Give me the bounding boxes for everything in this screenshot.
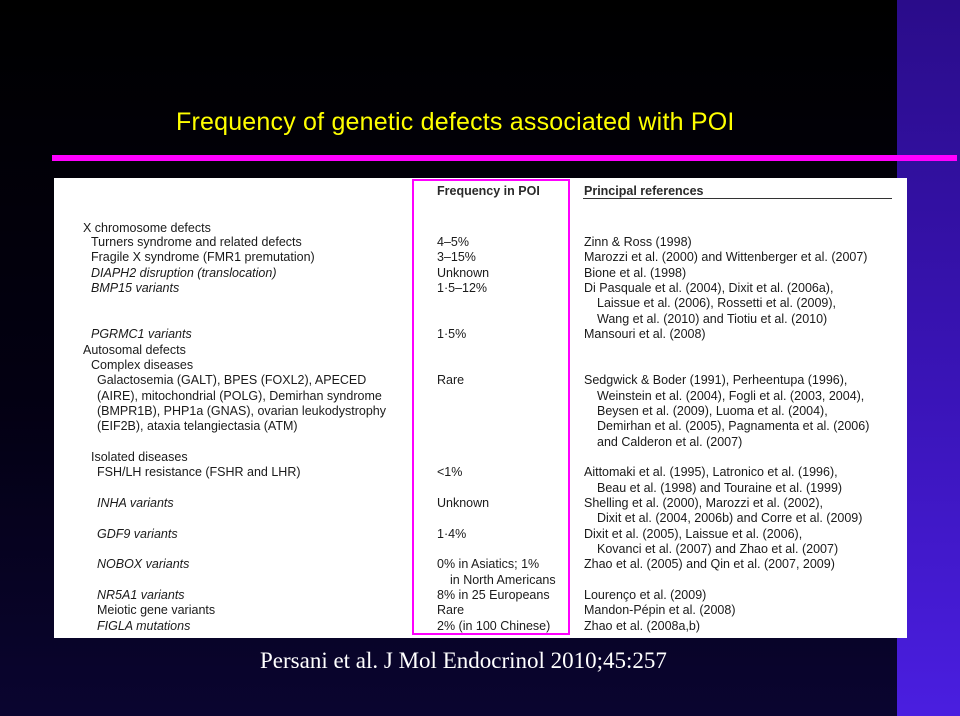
reference-text: Laissue et al. (2006), Rossetti et al. (2009), (597, 296, 837, 310)
reference-text: Sedgwick & Boder (1991), Perheentupa (1996), (584, 373, 848, 387)
condition-text: BMP15 variants (91, 281, 180, 295)
condition-text: (EIF2B), ataxia telangiectasia (ATM) (97, 419, 298, 433)
condition-text: (AIRE), mitochondrial (POLG), Demirhan syndrome (97, 389, 382, 403)
frequency-text: 8% in 25 Europeans (437, 588, 550, 602)
condition-text: FSH/LH resistance (FSHR and LHR) (97, 465, 301, 479)
frequency-text: 1·4% (437, 527, 467, 541)
frequency-text: 3–15% (437, 250, 476, 264)
frequency-text: in North Americans (450, 573, 556, 587)
reference-text: Wang et al. (2010) and Tiotiu et al. (2010) (597, 312, 828, 326)
reference-text: Weinstein et al. (2004), Fogli et al. (2003, 2004), (597, 389, 865, 403)
frequency-text: Unknown (437, 496, 490, 510)
header-rule (583, 198, 892, 199)
reference-text: Marozzi et al. (2000) and Wittenberger et al. (2007) (584, 250, 868, 264)
reference-text: Beysen et al. (2009), Luoma et al. (2004), (597, 404, 828, 418)
header-references: Principal references (584, 184, 704, 198)
frequency-text: 2% (in 100 Chinese) (437, 619, 551, 633)
condition-text: Galactosemia (GALT), BPES (FOXL2), APECED (97, 373, 367, 387)
reference-text: Di Pasquale et al. (2004), Dixit et al. (2006a), (584, 281, 834, 295)
reference-text: Beau et al. (1998) and Touraine et al. (1999) (597, 481, 843, 495)
reference-text: Mandon-Pépin et al. (2008) (584, 603, 736, 617)
frequency-text: Unknown (437, 266, 490, 280)
reference-text: Zhao et al. (2005) and Qin et al. (2007, 2009) (584, 557, 835, 571)
reference-text: Dixit et al. (2005), Laissue et al. (2006), (584, 527, 803, 541)
reference-text: Lourenço et al. (2009) (584, 588, 707, 602)
condition-text: DIAPH2 disruption (translocation) (91, 266, 277, 280)
reference-text: and Calderon et al. (2007) (597, 435, 743, 449)
reference-text: Bione et al. (1998) (584, 266, 687, 280)
condition-text: INHA variants (97, 496, 174, 510)
reference-text: Zhao et al. (2008a,b) (584, 619, 701, 633)
frequency-text: 1·5% (437, 327, 467, 341)
frequency-text: 4–5% (437, 235, 469, 249)
frequency-text: 1·5–12% (437, 281, 488, 295)
condition-text: NR5A1 variants (97, 588, 185, 602)
frequency-text: Rare (437, 373, 465, 387)
condition-text: PGRMC1 variants (91, 327, 192, 341)
condition-text: Meiotic gene variants (97, 603, 216, 617)
citation: Persani et al. J Mol Endocrinol 2010;45:257 (260, 648, 667, 673)
frequency-text: 0% in Asiatics; 1% (437, 557, 540, 571)
frequency-text: Rare (437, 603, 465, 617)
condition-text: X chromosome defects (83, 221, 211, 235)
frequency-text: <1% (437, 465, 463, 479)
reference-text: Shelling et al. (2000), Marozzi et al. (2002), (584, 496, 824, 510)
condition-text: Isolated diseases (91, 450, 188, 464)
condition-text: Turners syndrome and related defects (91, 235, 302, 249)
condition-text: (BMPR1B), PHP1a (GNAS), ovarian leukodystrophy (97, 404, 386, 418)
condition-text: NOBOX variants (97, 557, 190, 571)
title-underline (52, 155, 957, 161)
reference-text: Mansouri et al. (2008) (584, 327, 706, 341)
reference-text: Kovanci et al. (2007) and Zhao et al. (2007) (597, 542, 839, 556)
frequency-highlight-box (412, 179, 570, 635)
condition-text: Complex diseases (91, 358, 194, 372)
condition-text: Fragile X syndrome (FMR1 premutation) (91, 250, 315, 264)
reference-text: Aittomaki et al. (1995), Latronico et al. (1996), (584, 465, 838, 479)
header-frequency: Frequency in POI (437, 184, 540, 198)
condition-text: FIGLA mutations (97, 619, 191, 633)
slide-title: Frequency of genetic defects associated with POI (176, 108, 735, 136)
reference-text: Demirhan et al. (2005), Pagnamenta et al. (2006) (597, 419, 870, 433)
condition-text: GDF9 variants (97, 527, 178, 541)
condition-text: Autosomal defects (83, 343, 186, 357)
reference-text: Zinn & Ross (1998) (584, 235, 692, 249)
reference-text: Dixit et al. (2004, 2006b) and Corre et al. (2009) (597, 511, 863, 525)
